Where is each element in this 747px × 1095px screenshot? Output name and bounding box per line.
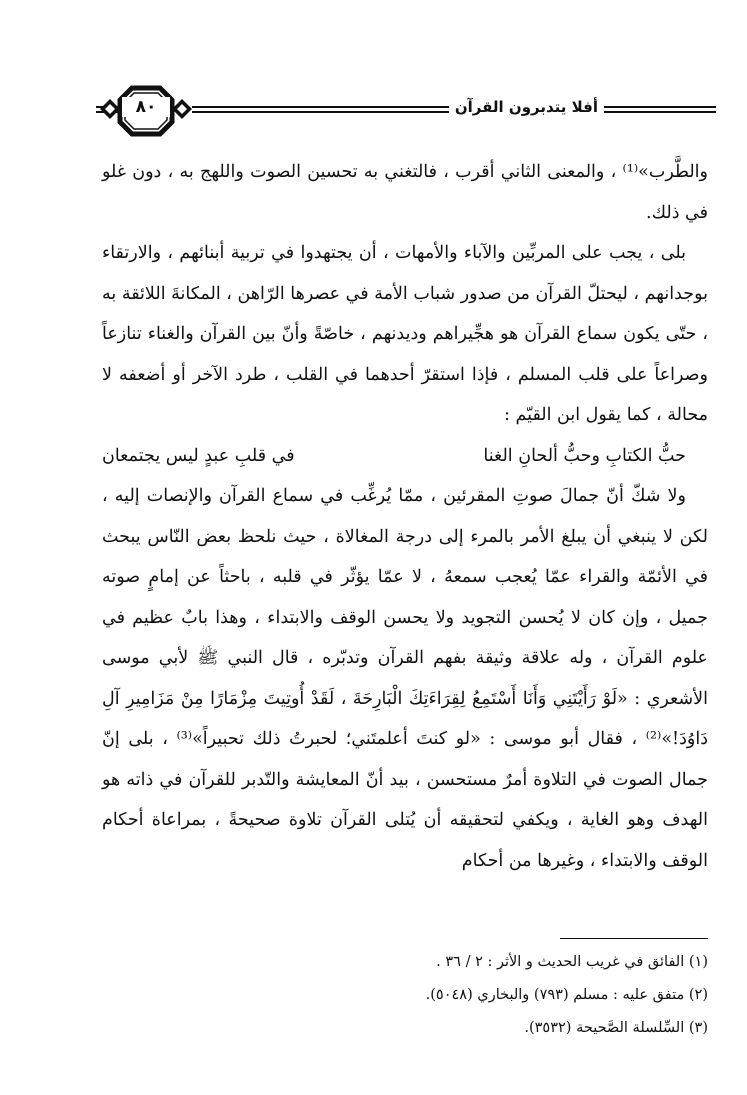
text-line: المعايشة والتّدبر للقرآن في ذاته هو الهدف وهو الغاية ، ويكفي لتحقيقه أن يُتلى bbox=[102, 769, 708, 830]
poetry-verse bbox=[102, 436, 708, 477]
text-line: غلو في ذلك. bbox=[102, 162, 708, 223]
page-number: ٨٠ bbox=[122, 97, 170, 117]
text-line: لحبرتُ ذلك تحبيراً»⁽³⁾ ، بلى إنّ جمال الصوت في التلاوة أمرٌ مستحسن ، بيد أنّ bbox=[102, 729, 708, 790]
body-text bbox=[102, 152, 708, 881]
text-line: والارتقاء بوجدانهم ، ليحتلّ القرآن من صدور شباب الأمة في عصرها الرّاهن ، bbox=[102, 243, 708, 304]
footnotes bbox=[102, 946, 708, 1045]
text-line: بين القرآن والغناء تنازعاً وصراعاً على قلب المسلم ، فإذا استقرّ أحدهما في bbox=[102, 324, 708, 385]
verse-first-hemistich: حبُّ الكتابِ وحبُّ ألحانِ الغنا bbox=[483, 445, 686, 466]
paragraph bbox=[102, 476, 708, 881]
footnote-1: (١) الفائق في غريب الحديث و الأثر : ٢ / ٣٦ . bbox=[436, 954, 708, 970]
text-line: أُوتِيتَ مِزْمَارًا مِنْ مَزَامِيرِ آلِ دَاوُدَ!»⁽²⁾ ، فقال أبو موسى : «لو كنتَ أعلمتَني؛ bbox=[102, 688, 708, 749]
footnote-3: (٣) السِّلسلة الصَّحيحة (٣٥٣٢). bbox=[524, 1020, 708, 1036]
verse-second-hemistich: في قلبِ عبدٍ ليس يجتمعان bbox=[102, 445, 295, 466]
text-line: القرآن تلاوة صحيحةً ، بمراعاة أحكام الوقف والابتداء ، وغيرها من أحكام bbox=[102, 810, 708, 871]
footnote-2: (٢) متفق عليه : مسلم (٧٩٣) والبخاري (٥٠٤٨). bbox=[425, 987, 708, 1003]
running-title: أفلا يتدبرون القرآن bbox=[449, 98, 604, 116]
page-header bbox=[96, 82, 716, 142]
paragraph bbox=[102, 233, 708, 436]
text-line: القلب ، طرد الآخر أو أضعفه لا محالة ، كما يقول ابن القيّم : bbox=[102, 364, 708, 425]
text-line: بلى ، يجب على المربِّين والآباء والأمهات ، أن يجتهدوا في تربية أبنائهم ، bbox=[161, 243, 686, 263]
text-line: النبي ﷺ لأبي موسى الأشعري : «لَوْ رَأَيْتَنِي وَأَنَا أَسْتَمِعُ لِقِرَاءَتِكَ الْبَارِحَةَ ، لَقَدْ bbox=[102, 648, 708, 709]
text-line: عن إمامٍ صوته جميل ، وإن كان لا يُحسن التجويد ولا يحسن الوقف والابتداء ، bbox=[102, 567, 708, 628]
footnote-separator bbox=[560, 938, 708, 939]
text-line: المكانةَ اللائقة به ، حتّى يكون سماع القرآن هو هجِّيراهم وديدنهم ، خاصّةً وأنّ bbox=[102, 283, 709, 344]
text-line: والطَّرب»⁽¹⁾ ، والمعنى الثاني أقرب ، فالتغني به تحسين الصوت واللهج به ، دون bbox=[126, 162, 708, 182]
paragraph bbox=[102, 152, 708, 233]
text-line: ولا شكّ أنّ جمالَ صوتِ المقرئين ، ممّا يُرغِّب في سماع القرآن والإنصات bbox=[139, 486, 686, 506]
text-line: إليه ، لكن لا ينبغي أن يبلغ الأمر بالمرء إلى درجة المغالاة ، حيث نلحظ بعض bbox=[102, 486, 708, 547]
text-line: وهذا بابٌ عظيم في علوم القرآن ، وله علاقة وثيقة بفهم القرآن وتدبّره ، قال bbox=[102, 607, 708, 668]
text-line: النّاس يبحث في الأئمّة والقراء عمّا يُعجب سمعهُ ، لا عمّا يؤثّر في قلبه ، باحثاً bbox=[102, 526, 709, 587]
